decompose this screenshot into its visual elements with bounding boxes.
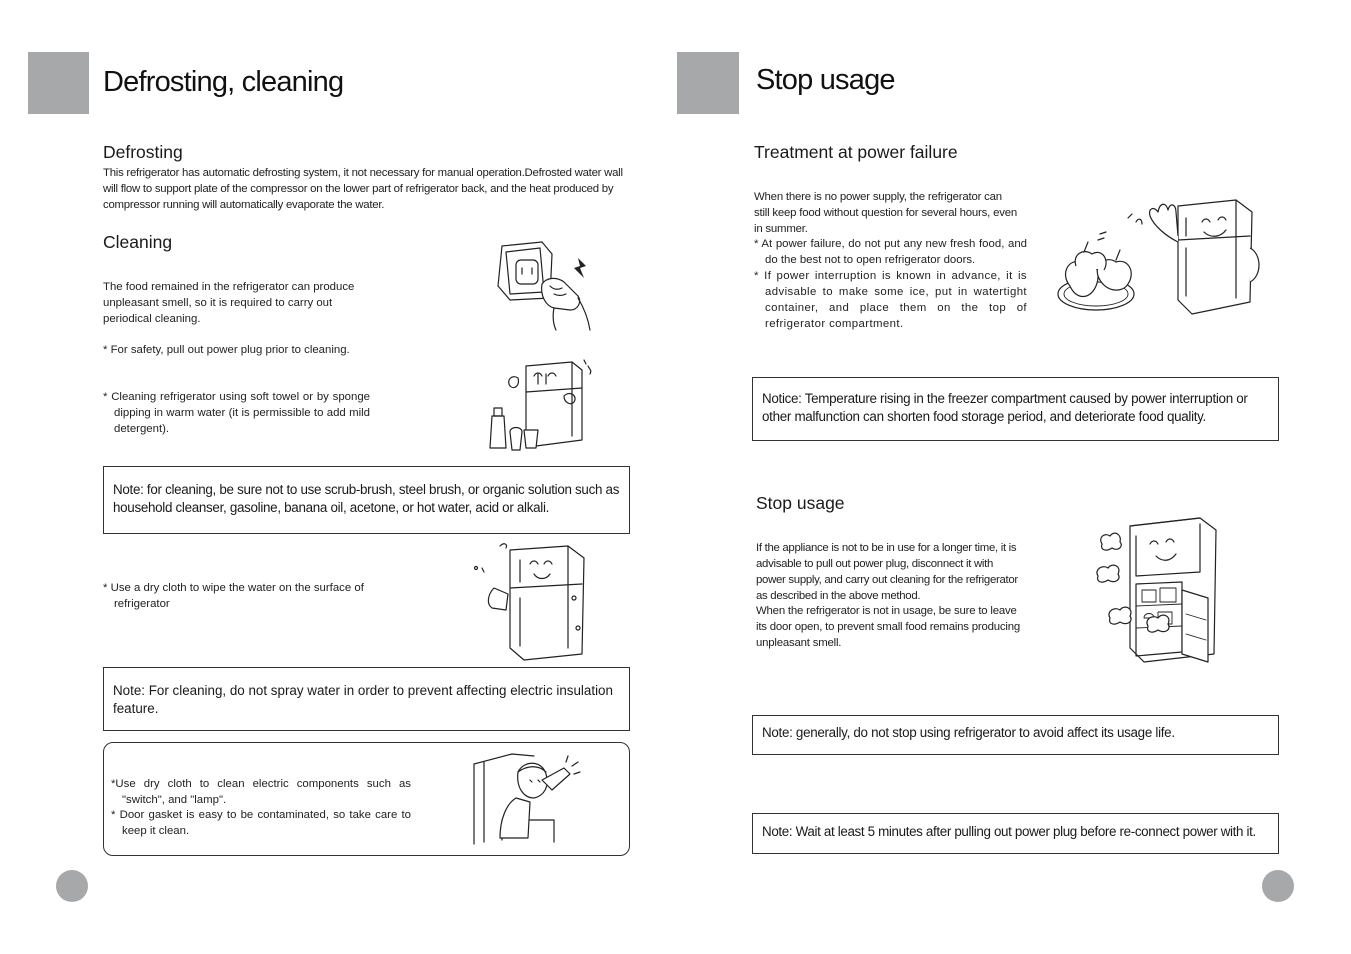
left-page-title: Defrosting, cleaning [103,66,344,98]
cleaning-safety: * For safety, pull out power plug prior to cleaning. [103,344,350,356]
person-cleaning-icon [472,750,588,846]
dry-cloth-instruction: * Use a dry cloth to wipe the water on the surface of refrigerator [103,582,364,610]
cleaning-heading: Cleaning [103,232,173,252]
power-failure-heading: Treatment at power failure [754,142,958,162]
defrosting-text: This refrigerator has automatic defrosting system, it not necessary for manual operation.Defrosted water wall will flow to support plate of the compressor on the lower part of refrigerator back, and the heat produced by compressor running will automatically evaporate the water. [103,167,623,211]
stop-usage-para-1: If the appliance is not to be in use for a longer time, it is advisable to pull out power plug, disconnect it with power supply, and carry out cleaning for the refrigerator as described in the above method. [756,542,1018,602]
electric-components-text: *Use dry cloth to clean electric components such as "switch", and "lamp". [111,778,411,806]
stop-usage-para-2: When the refrigerator is not in usage, be sure to leave its door open, to prevent small food remains producing unpleasant smell. [756,605,1020,649]
right-page-marker [1262,870,1294,902]
power-failure-bullet-1: * At power failure, do not put any new fresh food, and do the best not to open refrigerator doors. [754,238,1027,266]
fridge-cleaning-icon [486,356,598,456]
plug-icon [494,238,594,332]
power-failure-bullet-2: * If power interruption is known in advance, it is advisable to make some ice, put in watertight container, and place them on the top of refrigerator compartment. [754,270,1027,330]
stop-usage-note-life: Note: generally, do not stop using refrigerator to avoid affect its usage life. [752,715,1279,755]
stop-usage-note-wait: Note: Wait at least 5 minutes after pulling out power plug before re-connect power with it. [752,813,1279,854]
cleaning-note-2: Note: For cleaning, do not spray water in order to prevent affecting electric insulation feature. [103,667,630,731]
cleaning-note-1: Note: for cleaning, be sure not to use scrub-brush, steel brush, or organic solution such as household cleanser, gasoline, banana oil, acetone, or hot water, acid or alkali. [103,466,630,534]
defrosting-heading: Defrosting [103,142,183,162]
door-gasket-text: * Door gasket is easy to be contaminated, so take care to keep it clean. [111,809,411,837]
right-header-block [677,52,739,114]
power-failure-intro: When there is no power supply, the refrigerator can still keep food without question for several hours, even in summer. [754,191,1017,235]
left-header-block [28,52,89,114]
fridge-wipe-icon [474,538,596,664]
left-page-marker [56,870,88,902]
cleaning-intro: The food remained in the refrigerator can produce unpleasant smell, so it is required to carry out periodical cleaning. [103,281,355,325]
right-page-title: Stop usage [756,64,895,96]
stop-usage-heading: Stop usage [756,493,845,513]
fridge-open-icon [1096,514,1224,668]
fridge-apples-icon [1054,196,1264,320]
cleaning-towel: * Cleaning refrigerator using soft towel or by sponge dipping in warm water (it is permissible to add mild detergent). [103,391,370,435]
power-failure-notice: Notice: Temperature rising in the freezer compartment caused by power interruption or other malfunction can shorten food storage period, and deteriorate food quality. [752,377,1279,441]
